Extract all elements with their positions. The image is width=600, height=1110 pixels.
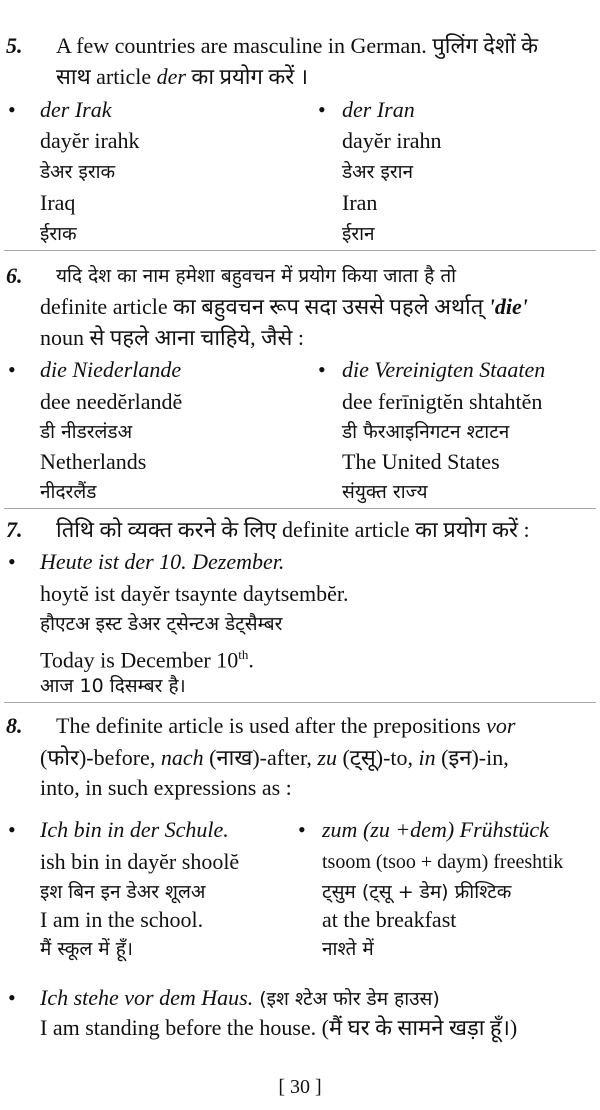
s5-left-pron: dayĕr irahk bbox=[40, 128, 140, 153]
section-7-number: 7. bbox=[6, 517, 23, 542]
s6-right-hindi-pron: डी फैरआइनिगटन श्टाटन bbox=[342, 421, 510, 443]
s6-left-english: Netherlands bbox=[40, 449, 147, 474]
bullet: • bbox=[8, 817, 16, 842]
s5-right-hindi: ईरान bbox=[342, 223, 375, 245]
s8-left-hindi: मैं स्कूल में हूँ। bbox=[40, 938, 133, 960]
section-6-line1: यदि देश का नाम हमेशा बहुवचन में प्रयोग किया जाता है तो bbox=[56, 265, 457, 287]
s7-english: Today is December 10th. bbox=[40, 647, 254, 673]
s6-right-pron: dee ferīnigtĕn shtahtĕn bbox=[342, 389, 543, 414]
section-8-line3: into, in such expressions as : bbox=[40, 775, 292, 800]
bullet: • bbox=[8, 357, 16, 382]
bullet: • bbox=[318, 97, 326, 122]
s5-left-hindi-pron: डेअर इराक bbox=[40, 161, 116, 183]
s5-right-german: der Iran bbox=[342, 97, 415, 122]
section-5-line2: साथ article der का प्रयोग करें । bbox=[56, 64, 309, 89]
s8-left-german: Ich bin in der Schule. bbox=[40, 817, 229, 842]
s5-left-hindi: ईराक bbox=[40, 223, 77, 245]
s7-german: Heute ist der 10. Dezember. bbox=[40, 549, 285, 574]
s6-right-german: die Vereinigten Staaten bbox=[342, 357, 546, 382]
s6-right-english: The United States bbox=[342, 449, 500, 474]
s8-last-german: Ich stehe vor dem Haus. (इश श्टेअ फोर डेम हाउस) bbox=[40, 985, 440, 1010]
section-6-line3: noun से पहले आना चाहिये, जैसे : bbox=[40, 325, 304, 350]
s8-right-german: zum (zu +dem) Frühstück bbox=[322, 817, 549, 842]
s8-right-hindi-pron: ट्सुम (ट्सू + डेम) फ्रीश्टिक bbox=[322, 881, 512, 903]
s8-right-english: at the breakfast bbox=[322, 907, 457, 932]
bullet: • bbox=[298, 817, 306, 842]
s8-right-hindi: नाश्ते में bbox=[322, 938, 374, 960]
bullet: • bbox=[8, 985, 16, 1010]
section-8-number: 8. bbox=[6, 713, 23, 738]
section-5-line1: A few countries are masculine in German. पुलिंग देशों के bbox=[56, 33, 539, 58]
s5-left-english: Iraq bbox=[40, 190, 76, 215]
s6-left-hindi: नीदरलैंड bbox=[40, 481, 97, 503]
s6-left-german: die Niederlande bbox=[40, 357, 182, 382]
bullet: • bbox=[318, 357, 326, 382]
divider bbox=[4, 702, 596, 703]
s5-right-english: Iran bbox=[342, 190, 378, 215]
s7-pron: hoytĕ ist dayĕr tsaynte daytsembĕr. bbox=[40, 581, 349, 606]
s8-right-pron: tsoom (tsoo + daym) freeshtik bbox=[322, 851, 564, 873]
s7-hindi: आज 10 दिसम्बर है। bbox=[40, 675, 186, 697]
bullet: • bbox=[8, 97, 16, 122]
s7-hindi-pron: हौएटअ इस्ट डेअर ट्सेन्टअ डेट्सैम्बर bbox=[40, 613, 283, 635]
s8-last-english: I am standing before the house. (मैं घर के सामने खड़ा हूँ।) bbox=[40, 1015, 518, 1040]
section-6-line2: definite article का बहुवचन रूप सदा उससे पहले अर्थात् 'die' bbox=[40, 294, 528, 319]
section-7-line1: तिथि को व्यक्त करने के लिए definite article का प्रयोग करें : bbox=[56, 517, 530, 542]
page-number: [ 30 ] bbox=[278, 1076, 322, 1098]
s8-left-english: I am in the school. bbox=[40, 907, 204, 932]
section-8-line1: The definite article is used after the prepositions vor bbox=[56, 713, 516, 738]
divider bbox=[4, 508, 596, 509]
s6-left-pron: dee needĕrlandĕ bbox=[40, 389, 183, 414]
s6-right-hindi: संयुक्त राज्य bbox=[342, 481, 428, 503]
s8-left-hindi-pron: इश बिन इन डेअर शूलअ bbox=[40, 881, 206, 903]
divider bbox=[4, 250, 596, 251]
bullet: • bbox=[8, 549, 16, 574]
section-5-number: 5. bbox=[6, 33, 23, 58]
s5-right-hindi-pron: डेअर इरान bbox=[342, 161, 414, 183]
section-6-number: 6. bbox=[6, 263, 23, 288]
section-8-line2: (फोर)-before, nach (नाख)-after, zu (ट्सू)-to, in (इन)-in, bbox=[40, 745, 509, 770]
s5-right-pron: dayĕr irahn bbox=[342, 128, 442, 153]
s8-left-pron: ish bin in dayĕr shoolĕ bbox=[40, 849, 240, 874]
s6-left-hindi-pron: डी नीडरलंडअ bbox=[40, 421, 133, 443]
s5-left-german: der Irak bbox=[40, 97, 112, 122]
